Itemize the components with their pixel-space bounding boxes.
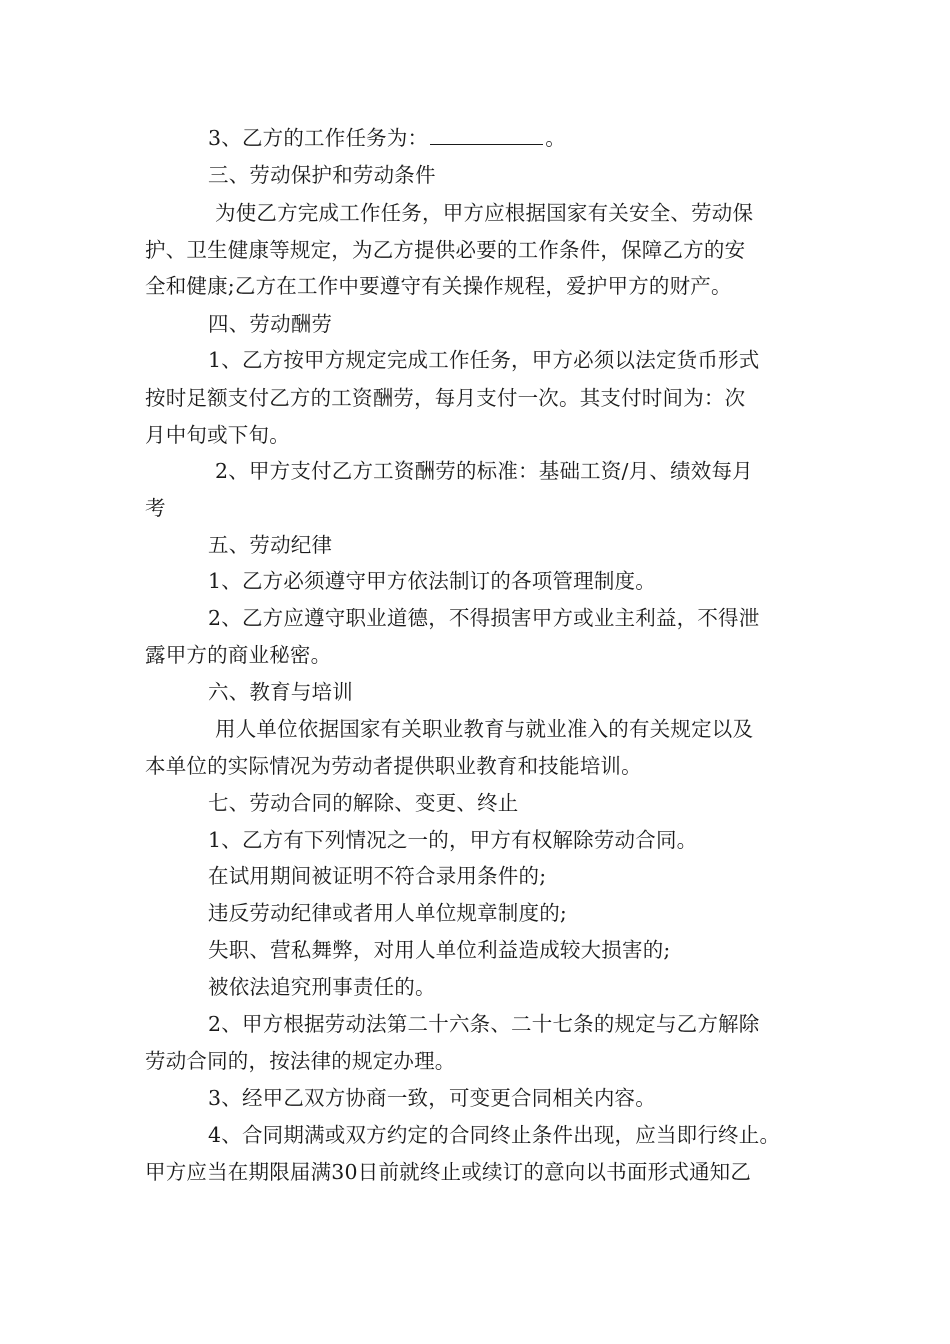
section-heading: 三、劳动保护和劳动条件 — [208, 163, 436, 187]
list-item: 失职、营私舞弊，对用人单位利益造成较大损害的; — [208, 938, 671, 962]
paragraph-line: 1、乙方有下列情况之一的，甲方有权解除劳动合同。 — [208, 828, 698, 852]
section-heading: 四、劳动酬劳 — [208, 312, 333, 336]
fill-in-blank — [430, 124, 543, 145]
paragraph-line: 护、卫生健康等规定，为乙方提供必要的工作条件，保障乙方的安 — [145, 238, 746, 262]
paragraph-line: 露甲方的商业秘密。 — [145, 643, 332, 667]
paragraph-line: 2、乙方应遵守职业道德，不得损害甲方或业主利益，不得泄 — [208, 606, 760, 630]
paragraph-line: 为使乙方完成工作任务，甲方应根据国家有关安全、劳动保 — [215, 201, 754, 225]
paragraph-line: 劳动合同的，按法律的规定办理。 — [145, 1049, 456, 1073]
section-heading: 五、劳动纪律 — [208, 533, 333, 557]
list-item: 违反劳动纪律或者用人单位规章制度的; — [208, 901, 568, 925]
work-task-line: 3、乙方的工作任务为： 。 — [208, 126, 566, 150]
paragraph-line: 4、合同期满或双方约定的合同终止条件出现，应当即行终止。 — [208, 1123, 781, 1147]
paragraph-line: 考 — [145, 496, 166, 520]
list-item: 在试用期间被证明不符合录用条件的; — [208, 864, 547, 888]
section-heading: 七、劳动合同的解除、变更、终止 — [208, 791, 519, 815]
paragraph-line: 全和健康;乙方在工作中要遵守有关操作规程，爱护甲方的财产。 — [145, 274, 732, 298]
section-heading: 六、教育与培训 — [208, 680, 353, 704]
paragraph-line: 2、甲方支付乙方工资酬劳的标准：基础工资/月、绩效每月 — [215, 459, 753, 483]
paragraph-line: 甲方应当在期限届满30日前就终止或续订的意向以书面形式通知乙 — [145, 1160, 752, 1184]
paragraph-line: 2、甲方根据劳动法第二十六条、二十七条的规定与乙方解除 — [208, 1012, 760, 1036]
paragraph-line: 本单位的实际情况为劳动者提供职业教育和技能培训。 — [145, 754, 642, 778]
list-item: 被依法追究刑事责任的。 — [208, 975, 436, 999]
paragraph-line: 1、乙方必须遵守甲方依法制订的各项管理制度。 — [208, 569, 656, 593]
paragraph-line: 月中旬或下旬。 — [145, 423, 290, 447]
paragraph-line: 用人单位依据国家有关职业教育与就业准入的有关规定以及 — [215, 717, 754, 741]
paragraph-line: 3、经甲乙双方协商一致，可变更合同相关内容。 — [208, 1086, 656, 1110]
paragraph-line: 1、乙方按甲方规定完成工作任务，甲方必须以法定货币形式 — [208, 348, 760, 372]
paragraph-line: 按时足额支付乙方的工资酬劳，每月支付一次。其支付时间为：次 — [145, 386, 746, 410]
